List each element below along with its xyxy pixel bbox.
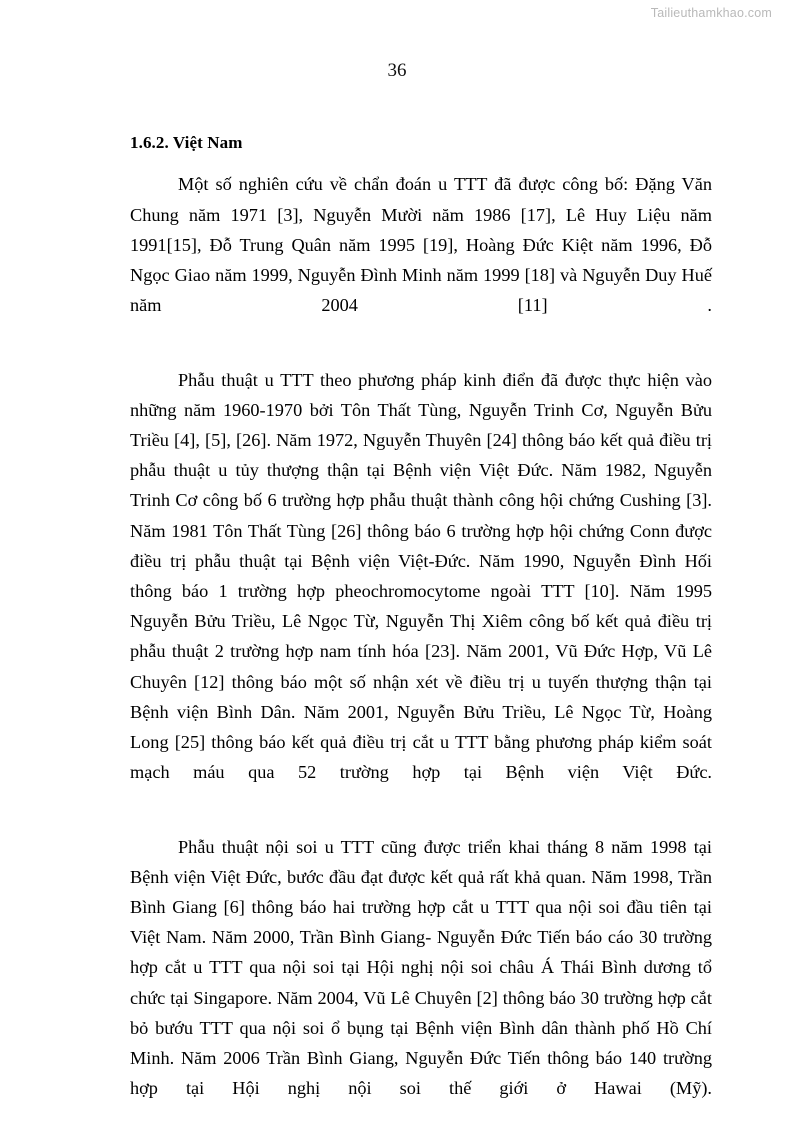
- paragraph-1: Một số nghiên cứu về chẩn đoán u TTT đã được công bố: Đặng Văn Chung năm 1971 [3], Nguyễn Mười năm 1986 [17], Lê Huy Liệu năm 1991[15], Đỗ Trung Quân năm 1995 [19], Hoàng Đức Kiệt năm 1996, Đỗ Ngọc Giao năm 1999, Nguyễn Đình Minh năm 1999 [18] và Nguyễn Duy Huế năm 2004 [11] .: [130, 174, 712, 316]
- paragraph-3: Phẫu thuật nội soi u TTT cũng được triển khai tháng 8 năm 1998 tại Bệnh viện Việt Đức, bước đầu đạt được kết quả rất khả quan. Năm 1998, Trần Bình Giang [6] thông báo hai trường hợp cắt u TTT qua nội soi đầu tiên tại Việt Nam. Năm 2000, Trần Bình Giang- Nguyễn Đức Tiến báo cáo 30 trường hợp cắt u TTT qua nội soi tại Hội nghị nội soi châu Á Thái Bình dương tổ chức tại Singapore. Năm 2004, Vũ Lê Chuyên [2] thông báo 30 trường hợp cắt bỏ bướu TTT qua nội soi ổ bụng tại Bệnh viện Bình dân thành phố Hồ Chí Minh. Năm 2006 Trần Bình Giang, Nguyễn Đức Tiến thông báo 140 trường hợp tại Hội nghị nội soi thế giới ở Hawai (Mỹ).: [130, 836, 712, 1099]
- paragraph-2: Phẫu thuật u TTT theo phương pháp kinh điển đã được thực hiện vào những năm 1960-1970 bởi Tôn Thất Tùng, Nguyễn Trinh Cơ, Nguyễn Bửu Triều [4], [5], [26]. Năm 1972, Nguyễn Thuyên [24] thông báo kết quả điều trị phẫu thuật u tủy thượng thận tại Bệnh viện Việt Đức. Năm 1982, Nguyễn Trinh Cơ công bố 6 trường hợp phẫu thuật thành công hội chứng Cushing [3]. Năm 1981 Tôn Thất Tùng [26] thông báo 6 trường hợp hội chứng Conn được điều trị phẫu thuật tại Bệnh viện Việt-Đức. Năm 1990, Nguyễn Đình Hối thông báo 1 trường hợp pheochromocytome ngoài TTT [10]. Năm 1995 Nguyễn Bửu Triều, Lê Ngọc Từ, Nguyễn Thị Xiêm công bố kết quả điều trị phẫu thuật 2 trường hợp nam tính hóa [23]. Năm 2001, Vũ Đức Hợp, Vũ Lê Chuyên [12] thông báo một số nhận xét về điều trị u tuyến thượng thận tại Bệnh viện Bình Dân. Năm 2001, Nguyễn Bửu Triều, Lê Ngọc Từ, Hoàng Long [25] thông báo kết quả điều trị cắt u TTT bằng phương pháp kiểm soát mạch máu qua 52 trường hợp tại Bệnh viện Việt Đức.: [130, 369, 712, 783]
- page-content: [130, 133, 712, 1123]
- watermark-text: Tailieuthamkhao.com: [650, 6, 772, 20]
- section-heading: 1.6.2. Việt Nam: [130, 133, 243, 152]
- page-number: 36: [387, 60, 407, 81]
